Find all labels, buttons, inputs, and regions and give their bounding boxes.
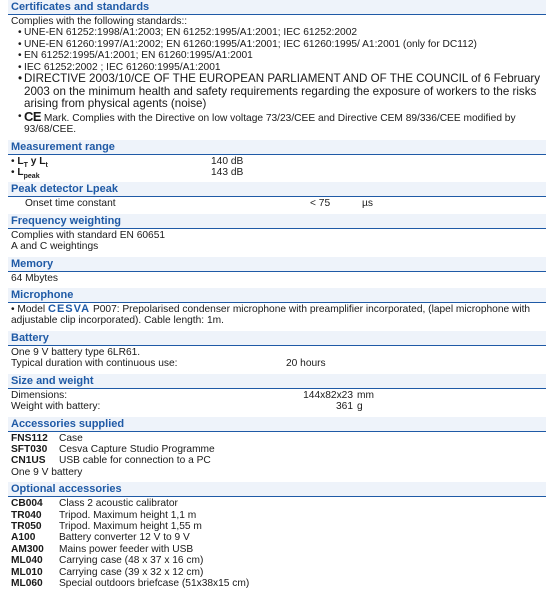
certificates-body: [8, 15, 546, 136]
measurement-value-lpeak: 143 dB: [211, 167, 244, 179]
section-title-certificates: Certificates and standards: [8, 0, 546, 15]
optional-desc: Battery converter 12 V to 9 V: [59, 532, 190, 544]
optional-desc: Special outdoors briefcase (51x38x15 cm): [59, 577, 250, 589]
optional-item: [11, 521, 543, 532]
memory-body: [8, 272, 546, 284]
weight-row: [11, 401, 543, 412]
optional-item: [11, 567, 543, 578]
peak-detector-value: < 75: [310, 198, 331, 210]
section-title-memory: Memory: [8, 257, 546, 272]
measurement-body: [8, 155, 546, 179]
optional-code: TR040: [11, 509, 42, 521]
measurement-row-lpeak: [11, 167, 543, 181]
accessory-item: [11, 455, 543, 466]
standard-item: • EN 61252:1995/A1:2001; EN 61260:1995/A1:2001: [18, 50, 543, 61]
accessory-code: SFT030: [11, 443, 48, 455]
battery-duration-value: 20 hours: [286, 358, 326, 370]
section-title-size: Size and weight: [8, 374, 546, 389]
battery-duration-row: [11, 358, 543, 369]
measurement-row-lt: [11, 156, 543, 167]
accessories-body: [8, 432, 546, 479]
optional-desc: Tripod. Maximum height 1,1 m: [59, 509, 197, 521]
peak-detector-row: [11, 198, 543, 209]
ce-mark: CE: [24, 108, 42, 124]
peak-detector-label: Onset time constant: [25, 198, 116, 210]
accessory-code: CN1US: [11, 455, 46, 467]
battery-line-1: One 9 V battery type 6LR61.: [11, 346, 141, 358]
optional-desc: Mains power feeder with USB: [59, 543, 194, 555]
size-body: [8, 389, 546, 413]
certificates-intro: Complies with the following standards::: [11, 16, 188, 27]
optional-desc: Tripod. Maximum height 1,55 m: [59, 520, 202, 532]
frequency-line-1: Complies with standard EN 60651: [11, 229, 166, 241]
optional-item: [11, 555, 543, 566]
memory-value: 64 Mbytes: [11, 272, 58, 284]
standard-item: • UNE-EN 61260:1997/A1:2002; EN 61260:1995/A1:2001; IEC 61260:1995/ A1:2001 (only for DC112): [18, 39, 543, 50]
optional-item: [11, 532, 543, 543]
section-title-microphone: Microphone: [8, 288, 546, 303]
measurement-label-lpeak: • $L_{peak}$: [11, 167, 40, 181]
accessory-desc: USB cable for connection to a PC: [59, 455, 211, 467]
microphone-description: P007: Prepolarised condenser microphone with preamplifier incorporated, (lapel microphone with adjustable clip incorporated). Cable length: 1m.: [11, 304, 531, 327]
optional-code: TR050: [11, 520, 42, 532]
accessory-battery-line: One 9 V battery: [11, 466, 83, 478]
section-title-accessories: Accessories supplied: [8, 417, 546, 432]
microphone-prefix: Model: [17, 304, 46, 316]
optional-item: [11, 578, 543, 589]
accessory-item: [11, 433, 543, 444]
battery-body: [8, 346, 546, 370]
frequency-body: [8, 229, 546, 253]
dimensions-row: [11, 390, 543, 401]
microphone-text: • Model CESVA P007: Prepolarised condenser microphone with preamplifier incorporated, (lapel microphone with adjustable clip incorporated). Cable length: 1m.: [11, 303, 531, 327]
cesva-logo: CESVA: [48, 303, 91, 316]
optional-item: [11, 510, 543, 521]
optional-code: CB004: [11, 498, 43, 510]
optional-code: ML010: [11, 566, 43, 578]
weight-value: 361: [336, 401, 353, 413]
optional-code: A100: [11, 532, 36, 544]
accessory-code: FNS112: [11, 432, 48, 444]
accessory-item: [11, 444, 543, 455]
dimensions-label: Dimensions:: [11, 389, 68, 401]
measurement-label-lt: • $L_T$ y $L_t$: [11, 155, 48, 169]
section-title-measurement: Measurement range: [8, 140, 546, 155]
ce-text: Mark. Complies with the Directive on low voltage 73/23/CEE and Directive CEM 89/336/CEE modified by 93/68/CEE.: [24, 112, 516, 136]
peak-detector-body: [8, 197, 546, 209]
optional-code: AM300: [11, 543, 44, 555]
measurement-value-lt: 140 dB: [211, 155, 244, 167]
standard-item: • UNE-EN 61252:1998/A1:2003; EN 61252:1995/A1:2001; IEC 61252:2002: [18, 27, 543, 38]
microphone-body: [8, 303, 546, 327]
optional-desc: Class 2 acoustic calibrator: [59, 498, 178, 510]
optional-item: [11, 544, 543, 555]
accessory-desc: Cesva Capture Studio Programme: [59, 443, 215, 455]
dimensions-unit: mm: [357, 389, 374, 401]
weight-unit: g: [357, 401, 363, 413]
ce-item: [18, 108, 543, 136]
optional-desc: Carrying case (39 x 32 x 12 cm): [59, 566, 204, 578]
frequency-line-2: A and C weightings: [11, 241, 99, 253]
weight-label: Weight with battery:: [11, 401, 101, 413]
standard-item: • IEC 61252:2002 ; IEC 61260:1995/A1:2001: [18, 62, 543, 73]
section-title-battery: Battery: [8, 331, 546, 346]
optional-code: ML060: [11, 577, 43, 589]
directive-item: • DIRECTIVE 2003/10/CE OF THE EUROPEAN PARLIAMENT AND OF THE COUNCIL of 6 February 2003 on the minimum health and safety requirements regarding the exposure of workers to the risks arising from physical agents (noise): [18, 73, 543, 111]
optional-item: [11, 498, 543, 509]
optional-desc: Carrying case (48 x 37 x 16 cm): [59, 555, 204, 567]
dimensions-value: 144x82x23: [303, 389, 353, 401]
battery-duration-label: Typical duration with continuous use:: [11, 358, 178, 370]
accessory-desc: Case: [59, 432, 83, 444]
peak-detector-unit: µs: [362, 198, 373, 210]
optional-code: ML040: [11, 555, 43, 567]
section-title-frequency: Frequency weighting: [8, 214, 546, 229]
optional-body: [8, 497, 546, 589]
standards-list: [11, 27, 543, 135]
section-title-optional: Optional accessories: [8, 482, 546, 497]
section-title-peak-detector: Peak detector Lpeak: [8, 182, 546, 197]
